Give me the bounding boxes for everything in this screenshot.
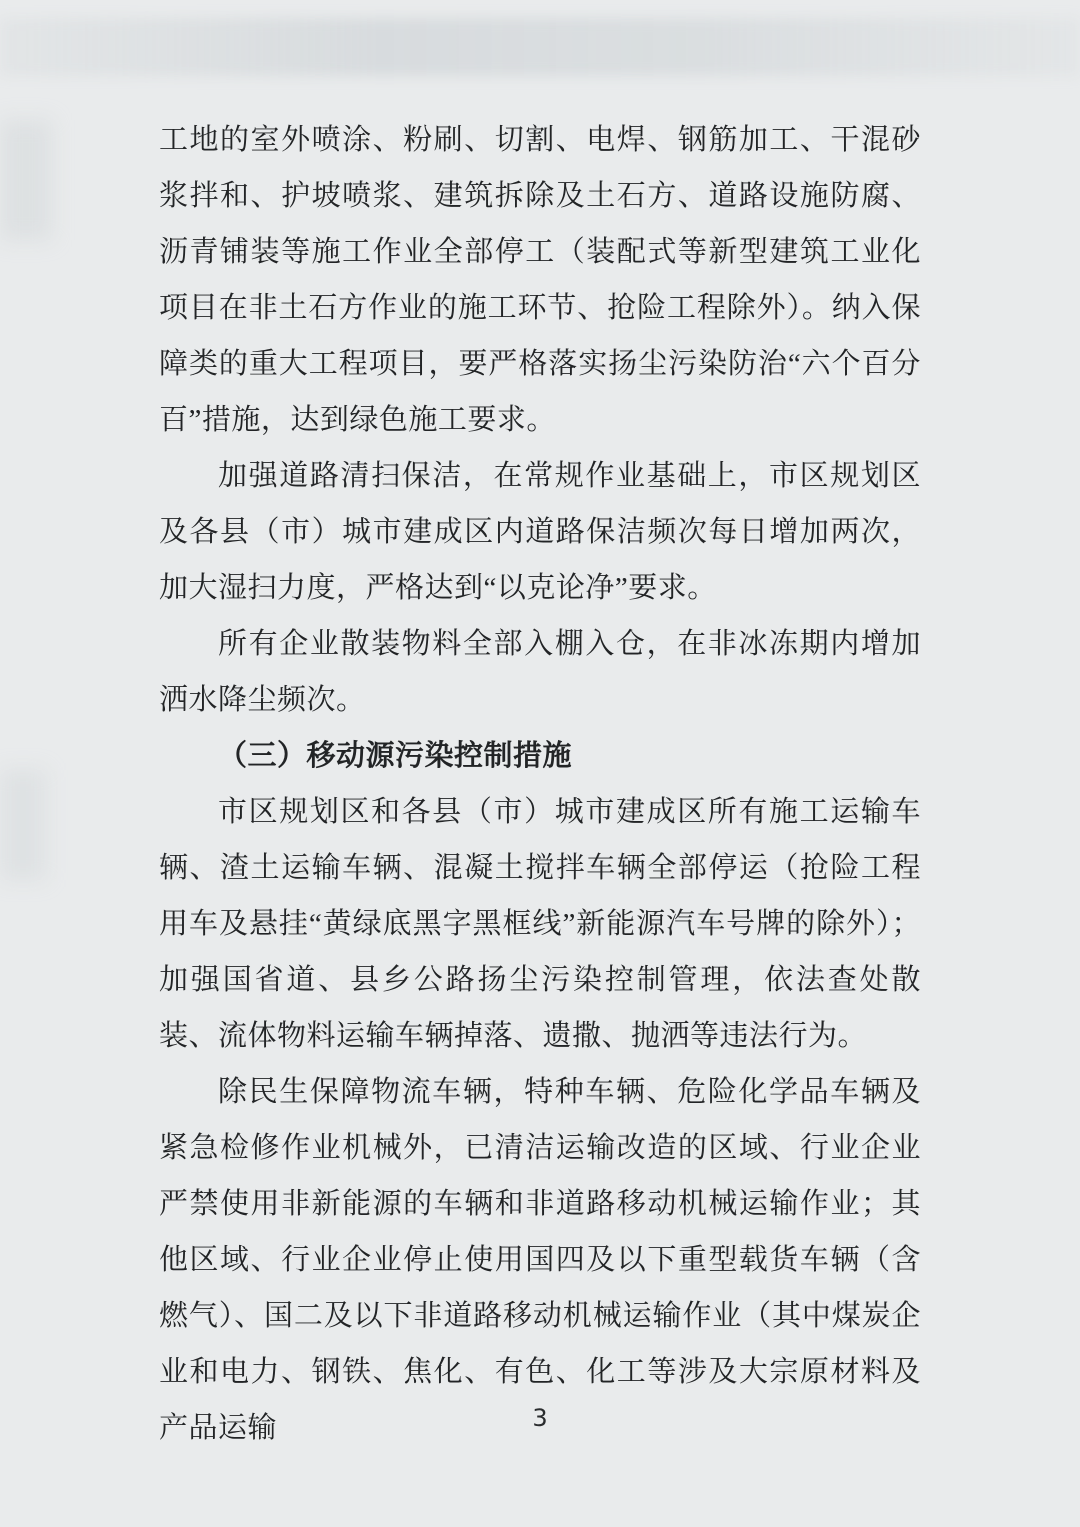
document-page-body	[159, 112, 921, 1456]
paragraph: 除民生保障物流车辆，特种车辆、危险化学品车辆及紧急检修作业机械外，已清洁运输改造的区域、行业企业严禁使用非新能源的车辆和非道路移动机械运输作业；其他区域、行业企业停止使用国四及以下重型载货车辆（含燃气）、国二及以下非道路移动机械运输作业（其中煤炭企业和电力、钢铁、焦化、有色、化工等涉及大宗原材料及产品运输	[159, 1076, 921, 1444]
section-heading: （三）移动源污染控制措施	[218, 740, 573, 772]
scan-artifact-left-smudge	[0, 120, 52, 240]
paragraph: 所有企业散装物料全部入棚入仓，在非冰冻期内增加洒水降尘频次。	[159, 628, 921, 716]
paragraph: 加强道路清扫保洁，在常规作业基础上，市区规划区及各县（市）城市建成区内道路保洁频次每日增加两次，加大湿扫力度，严格达到“以克论净”要求。	[159, 460, 921, 604]
paragraph: 工地的室外喷涂、粉刷、切割、电焊、钢筋加工、干混砂浆拌和、护坡喷浆、建筑拆除及土石方、道路设施防腐、沥青铺装等施工作业全部停工（装配式等新型建筑工业化项目在非土石方作业的施工环节、抢险工程除外）。纳入保障类的重大工程项目，要严格落实扬尘污染防治“六个百分百”措施，达到绿色施工要求。	[159, 124, 921, 436]
scan-artifact-left-smudge-2	[0, 770, 46, 880]
scan-artifact-top-band	[0, 18, 1080, 76]
page-number: 3	[532, 1404, 548, 1432]
paragraph: 市区规划区和各县（市）城市建成区所有施工运输车辆、渣土运输车辆、混凝土搅拌车辆全部停运（抢险工程用车及悬挂“黄绿底黑字黑框线”新能源汽车号牌的除外）；加强国省道、县乡公路扬尘污染控制管理，依法查处散装、流体物料运输车辆掉落、遗撒、抛洒等违法行为。	[159, 796, 921, 1052]
